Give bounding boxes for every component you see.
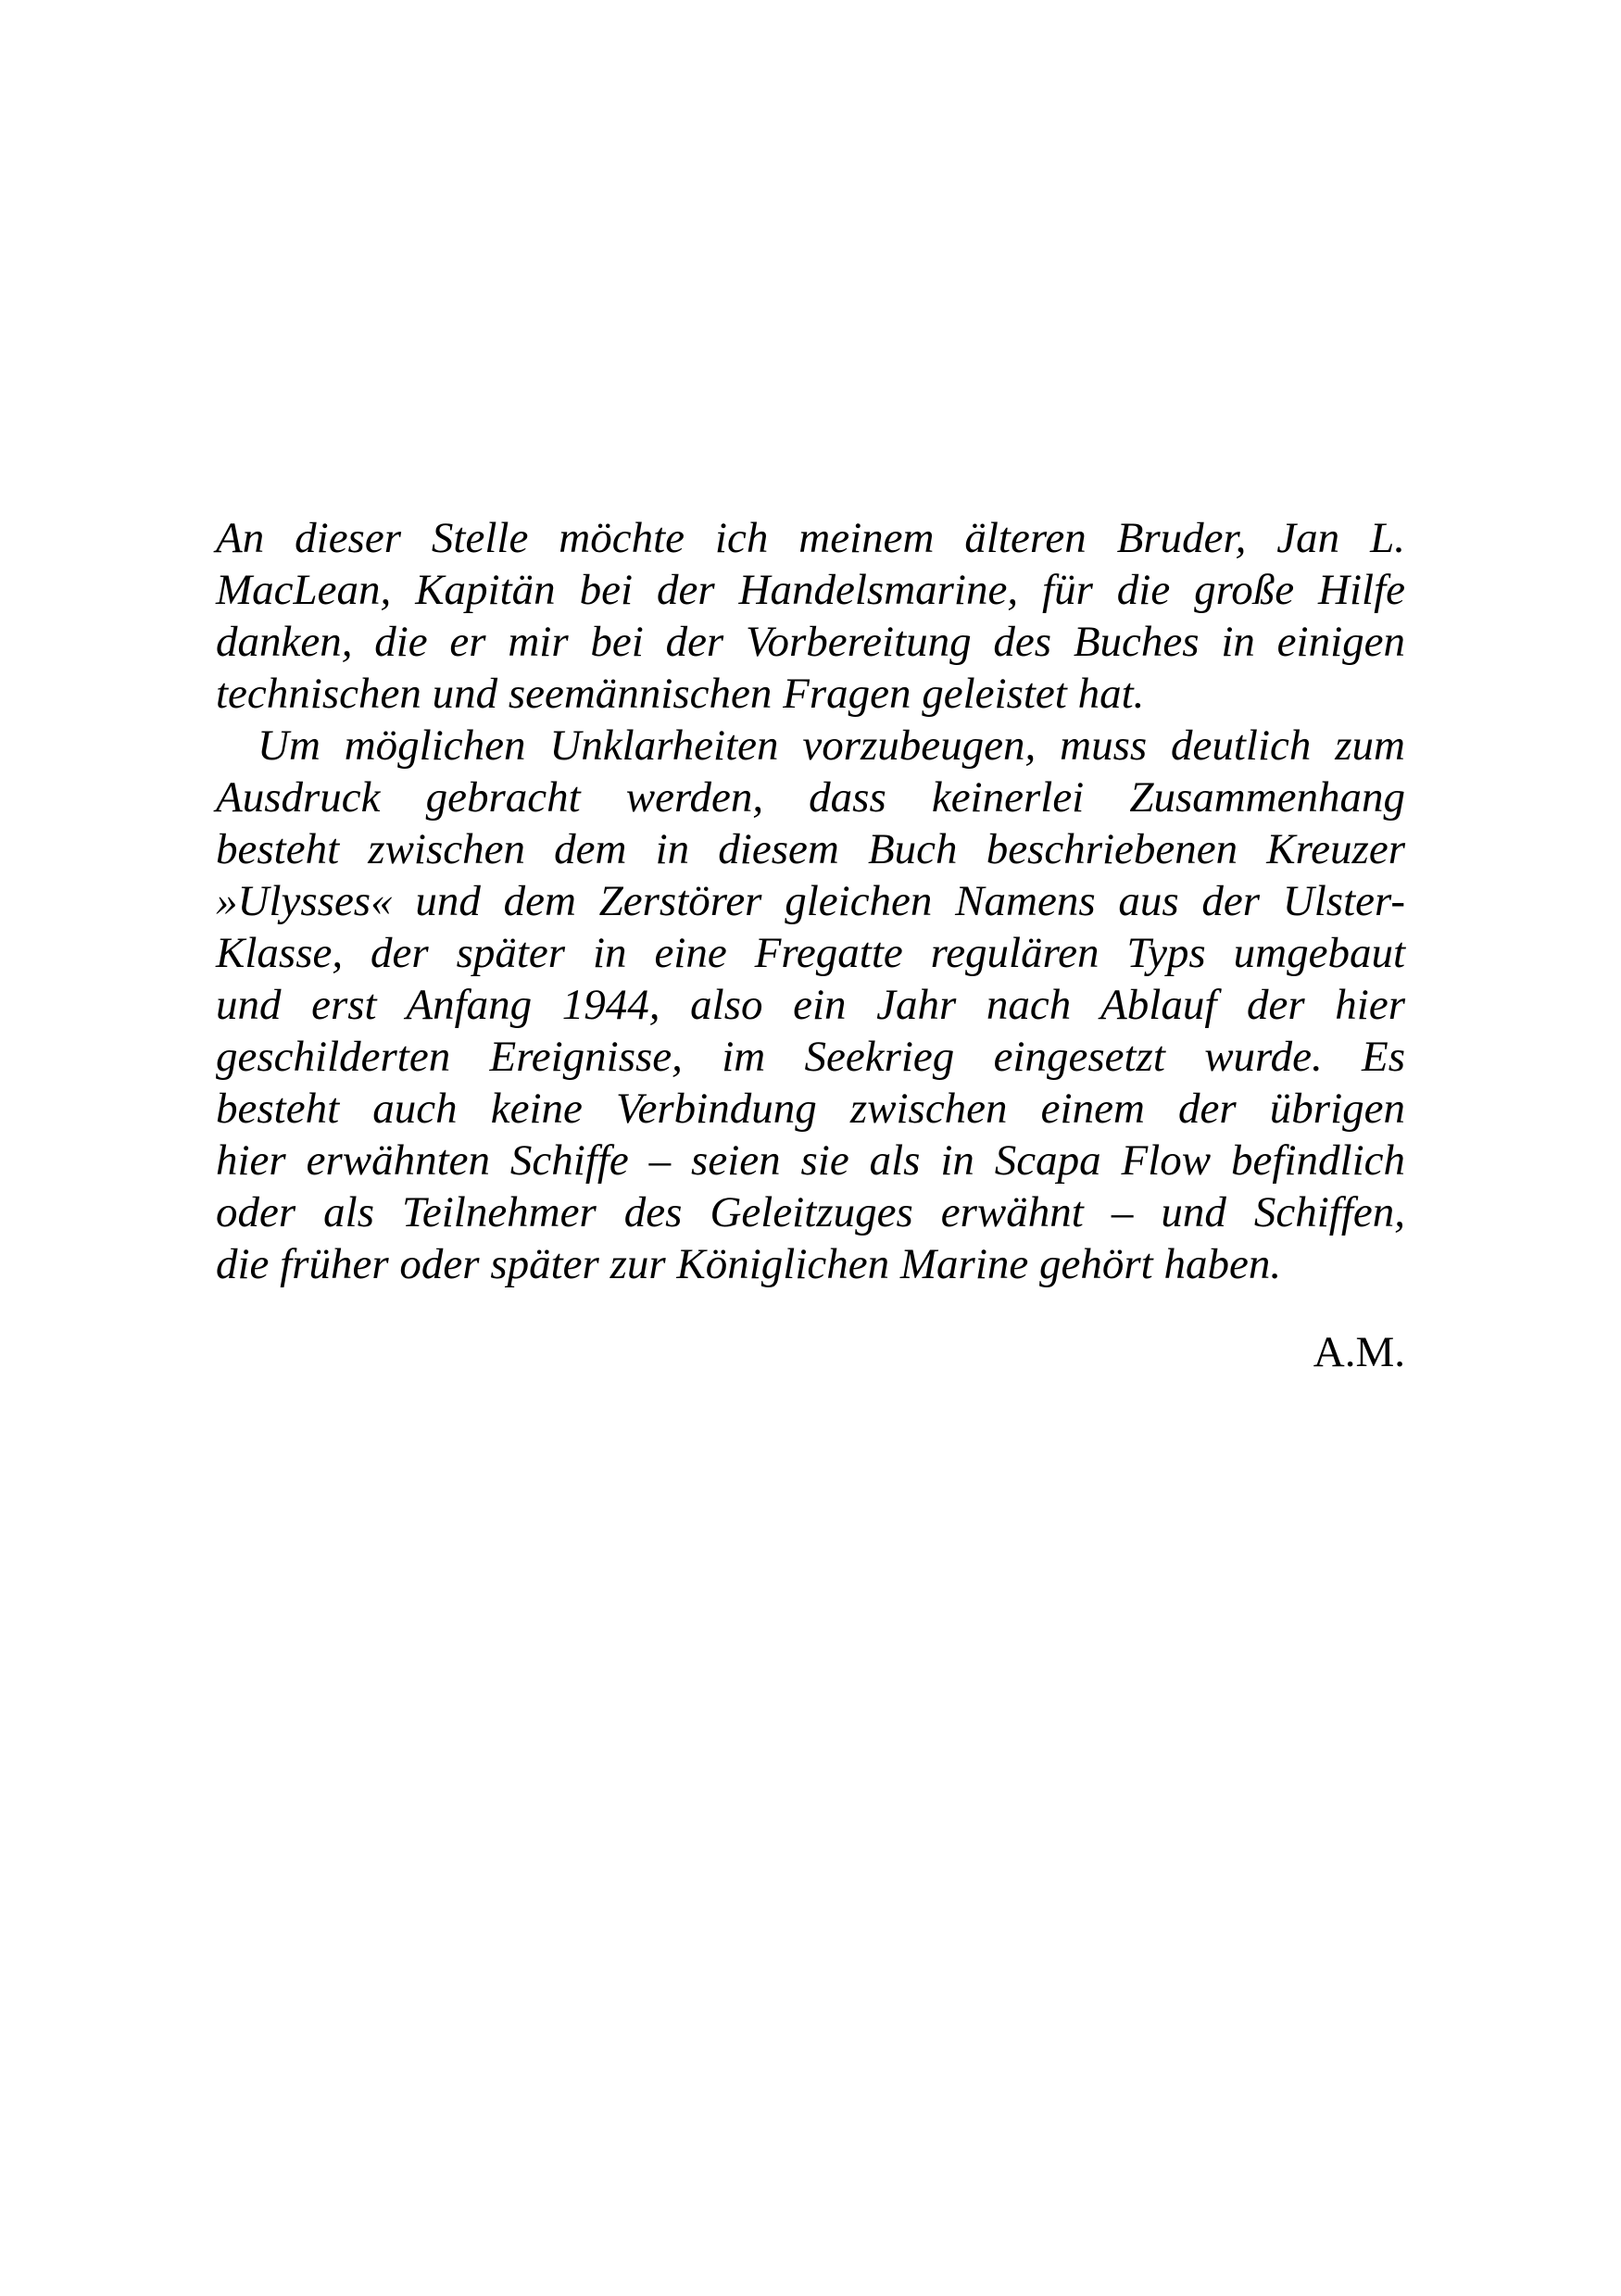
text-line: geschilderten Ereignisse, im Seekrieg eingesetzt wurde. Es (216, 1033, 1405, 1081)
text-line: besteht zwischen dem in diesem Buch beschriebenen Kreuzer (216, 825, 1405, 873)
paragraph-disclaimer (216, 720, 1405, 1290)
text-line: An dieser Stelle möchte ich meinem älteren Bruder, Jan L. (216, 514, 1405, 562)
text-line: hier erwähnten Schiffe – seien sie als in Scapa Flow befindlich (216, 1136, 1405, 1185)
text-line: Um möglichen Unklarheiten vorzubeugen, muss deutlich zum (258, 721, 1405, 770)
text-line: danken, die er mir bei der Vorbereitung des Buches in einigen (216, 618, 1405, 666)
text-line: und erst Anfang 1944, also ein Jahr nach Ablauf der hier (216, 981, 1405, 1029)
text-line: technischen und seemännischen Fragen geleistet hat. (216, 670, 1145, 718)
author-signature: A.M. (1313, 1328, 1405, 1376)
text-line: »Ulysses« und dem Zerstörer gleichen Namens aus der Ulster- (216, 877, 1405, 925)
paragraph-acknowledgement (216, 512, 1405, 720)
text-line: besteht auch keine Verbindung zwischen einem der übrigen (216, 1085, 1405, 1133)
text-line: MacLean, Kapitän bei der Handelsmarine, für die große Hilfe (216, 566, 1405, 614)
text-line: oder als Teilnehmer des Geleitzuges erwähnt – und Schiffen, (216, 1188, 1405, 1236)
text-line: Klasse, der später in eine Fregatte regulären Typs umgebaut (216, 929, 1405, 977)
text-line: die früher oder später zur Königlichen Marine gehört haben. (216, 1240, 1282, 1288)
text-line: Ausdruck gebracht werden, dass keinerlei Zusammenhang (216, 773, 1405, 822)
author-note (216, 512, 1405, 1290)
